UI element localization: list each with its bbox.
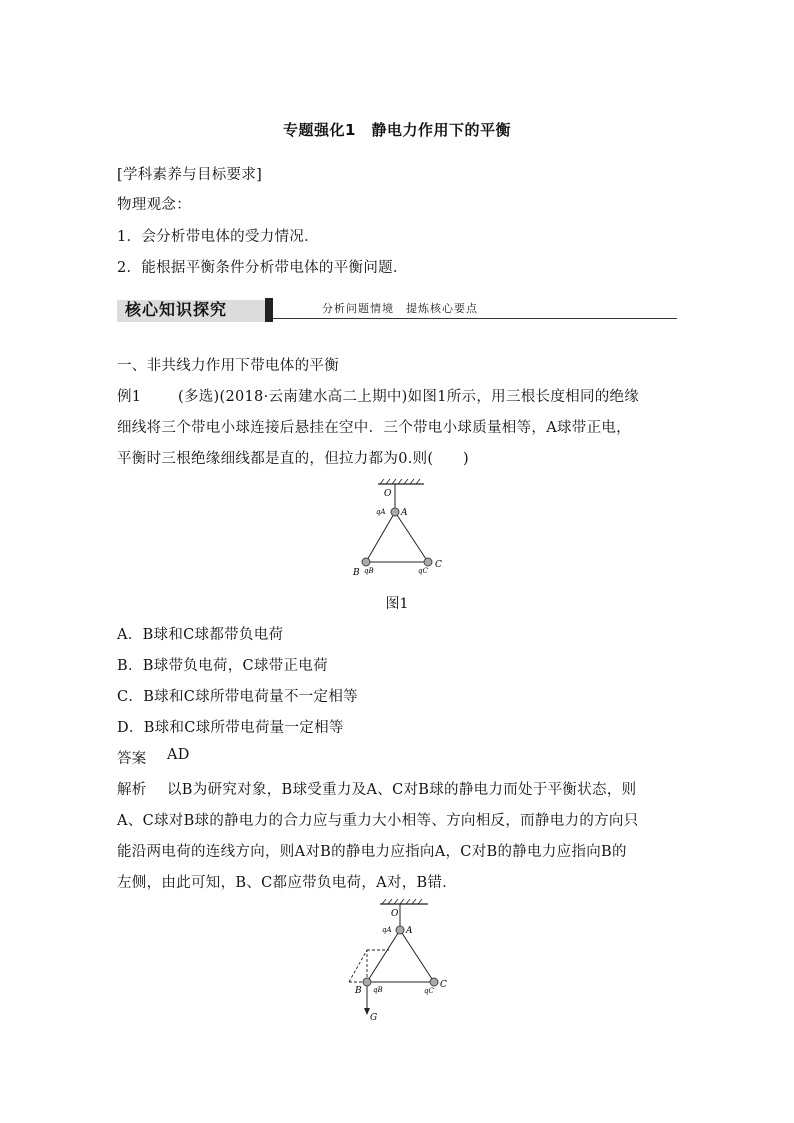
option-b: B．B球带负电荷，C球带正电荷 — [117, 658, 328, 674]
option-c: C．B球和C球所带电荷量不一定相等 — [117, 689, 358, 705]
label-A: A — [401, 508, 408, 518]
figure-1-caption: 图1 — [385, 596, 409, 612]
label-qC: qC — [418, 567, 428, 575]
figure-2-diagram — [340, 898, 460, 1022]
ball-A — [391, 508, 399, 516]
label-qC: qC — [424, 987, 434, 995]
figure-1-diagram — [340, 478, 460, 582]
label-qB: qB — [364, 567, 374, 575]
banner-subtitle: 分析问题情境 提炼核心要点 — [322, 302, 478, 315]
ball-C — [424, 558, 432, 566]
force-parallelogram — [349, 950, 389, 982]
banner-divider — [265, 298, 273, 322]
label-qB: qB — [373, 986, 383, 994]
analysis-text-line: 左侧，由此可知，B、C都应带负电荷，A对，B错． — [117, 875, 458, 891]
ball-C — [430, 978, 438, 986]
banner-title: 核心知识探究 — [125, 300, 228, 319]
label-C: C — [440, 980, 447, 990]
string-AC — [395, 512, 428, 562]
label-B: B — [355, 986, 362, 996]
example-label: 例1 — [117, 389, 142, 405]
label-O: O — [391, 909, 399, 919]
analysis-label: 解析 — [117, 782, 147, 798]
option-d: D．B球和C球所带电荷量一定相等 — [117, 720, 344, 736]
label-B: B — [353, 568, 360, 578]
option-a: A．B球和C球都带负电荷 — [117, 627, 284, 643]
label-qA: qA — [376, 508, 386, 516]
section-banner — [117, 298, 677, 322]
analysis-text-line: A、C球对B球的静电力的合力应与重力大小相等、方向相反，而静电力的方向只 — [117, 813, 639, 829]
label-C: C — [435, 560, 442, 570]
ceiling-hatch — [382, 899, 422, 904]
ball-B — [363, 978, 371, 986]
string-AB — [366, 512, 395, 562]
ball-B — [362, 558, 370, 566]
analysis-text-line: 能沿两电荷的连线方向，则A对B的静电力应指向A，C对B的静电力应指向B的 — [117, 844, 627, 860]
label-qA: qA — [382, 926, 392, 934]
goal-item: 2．能根据平衡条件分析带电体的平衡问题． — [117, 260, 408, 276]
page-title: 专题强化1 静电力作用下的平衡 — [283, 121, 511, 139]
string-AB — [367, 930, 400, 982]
banner-rule — [273, 318, 677, 319]
section-header: [学科素养与目标要求] — [117, 167, 263, 183]
label-A: A — [406, 926, 413, 936]
example-text-line: 平衡时三根绝缘细线都是直的，但拉力都为0.则( ) — [117, 451, 469, 467]
goal-item: 1．会分析带电体的受力情况． — [117, 229, 319, 245]
part-heading: 一、非共线力作用下带电体的平衡 — [117, 358, 339, 374]
concept-label: 物理观念： — [117, 197, 191, 213]
ceiling-hatch — [380, 479, 420, 484]
label-O: O — [384, 489, 392, 499]
analysis-text-line: 以B为研究对象，B球受重力及A、C对B球的静电力而处于平衡状态，则 — [167, 782, 637, 798]
label-G: G — [370, 1013, 378, 1022]
ball-A — [396, 926, 404, 934]
string-AC — [400, 930, 434, 982]
answer-value: AD — [167, 747, 190, 763]
example-text-line: 细线将三个带电小球连接后悬挂在空中．三个带电小球质量相等，A球带正电， — [117, 420, 631, 436]
example-text-line: (多选)(2018·云南建水高二上期中)如图1所示，用三根长度相同的绝缘 — [178, 389, 640, 405]
answer-label: 答案 — [117, 751, 147, 767]
